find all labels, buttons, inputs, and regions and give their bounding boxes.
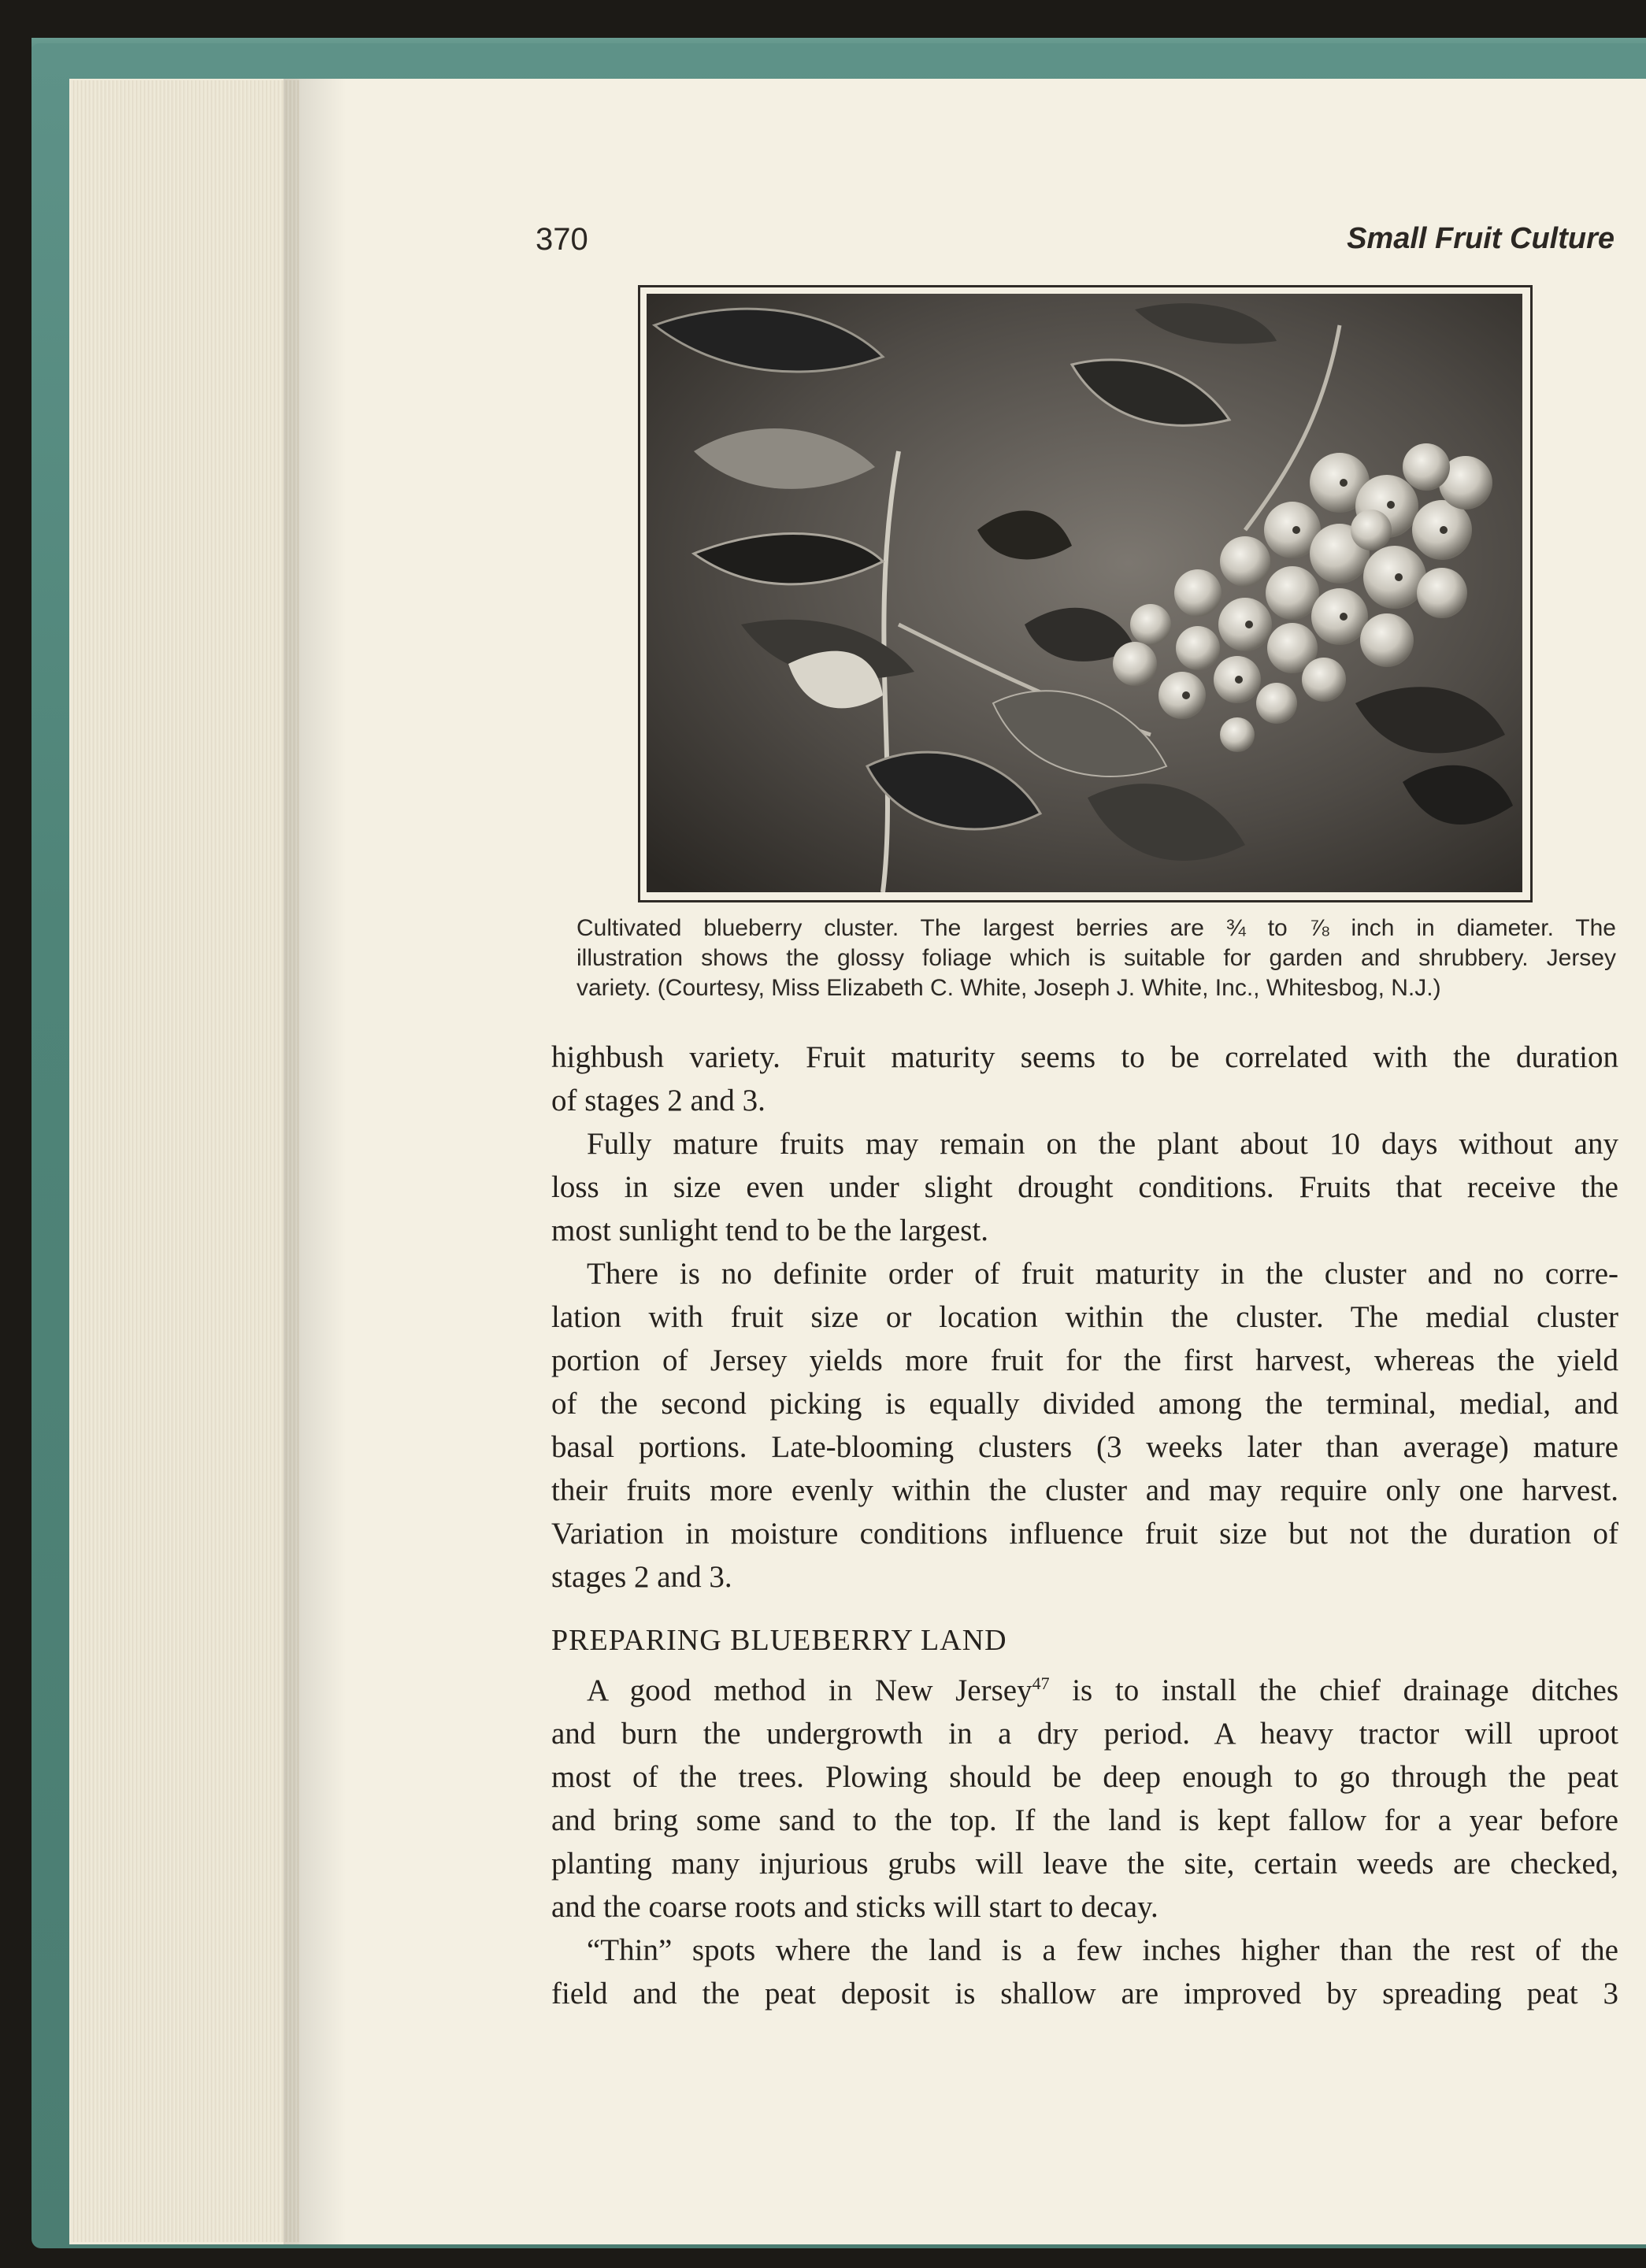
figure-caption [576, 914, 1616, 1003]
text-line: portion of Jersey yields more fruit for the first harvest, whereas the yield [551, 1343, 1618, 1377]
text-line [551, 1669, 1618, 1712]
text-line: field and the peat deposit is shallow are improved by spreading peat 3 [551, 1977, 1618, 2010]
text-line: most of the trees. Plowing should be deep enough to go through the peat [551, 1760, 1618, 1794]
text-line: and bring some sand to the top. If the land is kept fallow for a year before [551, 1803, 1618, 1837]
paragraph-4 [551, 1669, 1618, 1929]
text-line: of the second picking is equally divided among the terminal, medial, and [551, 1387, 1618, 1421]
text-line: loss in size even under slight drought conditions. Fruits that receive the [551, 1170, 1618, 1204]
text-line: and burn the undergrowth in a dry period. A heavy tractor will uproot [551, 1717, 1618, 1751]
text-line: stages 2 and 3. [551, 1560, 732, 1594]
text-line: and the coarse roots and sticks will start to decay. [551, 1890, 1159, 1924]
figure-frame [638, 285, 1533, 902]
running-head [536, 222, 1614, 269]
text-line: highbush variety. Fruit maturity seems to be correlated with the duration [551, 1040, 1618, 1074]
text-fragment: is to install the chief drainage ditches [1049, 1673, 1618, 1707]
gutter-shadow [284, 79, 347, 2244]
footnote-marker: 47 [1032, 1673, 1050, 1693]
text-line: planting many injurious grubs will leave the site, certain weeds are checked, [551, 1847, 1618, 1881]
running-title: Small Fruit Culture [1347, 222, 1614, 255]
body-text [551, 1036, 1618, 2015]
text-line: basal portions. Late-blooming clusters (3 weeks later than average) mature [551, 1430, 1618, 1464]
paragraph-2 [551, 1122, 1618, 1252]
page-number: 370 [536, 222, 588, 257]
text-fragment: A good method in New Jersey [587, 1673, 1032, 1707]
text-line: lation with fruit size or location within the cluster. The medial cluster [551, 1300, 1618, 1334]
page-edges [71, 80, 307, 2242]
text-line: “Thin” spots where the land is a few inches higher than the rest of the [587, 1933, 1618, 1967]
text-line: most sunlight tend to be the largest. [551, 1214, 988, 1247]
paragraph-5 [551, 1929, 1618, 2015]
blueberry-photo [647, 294, 1522, 892]
paragraph-1 [551, 1036, 1618, 1122]
caption-line: illustration shows the glossy foliage which is suitable for garden and shrubbery. Jersey [576, 945, 1616, 971]
text-line: their fruits more evenly within the cluster and may require only one harvest. [551, 1473, 1618, 1507]
caption-line: variety. (Courtesy, Miss Elizabeth C. White, Joseph J. White, Inc., Whitesbog, N.J.) [576, 975, 1441, 1001]
text-line: of stages 2 and 3. [551, 1084, 766, 1117]
section-heading: PREPARING BLUEBERRY LAND [551, 1624, 1007, 1657]
text-line: There is no definite order of fruit maturity in the cluster and no corre- [587, 1257, 1618, 1291]
caption-line: Cultivated blueberry cluster. The largest berries are ¾ to ⅞ inch in diameter. The [576, 915, 1616, 941]
text-line: Fully mature fruits may remain on the plant about 10 days without any [587, 1127, 1618, 1161]
paragraph-3 [551, 1252, 1618, 1599]
text-line: Variation in moisture conditions influence fruit size but not the duration of [551, 1517, 1618, 1551]
